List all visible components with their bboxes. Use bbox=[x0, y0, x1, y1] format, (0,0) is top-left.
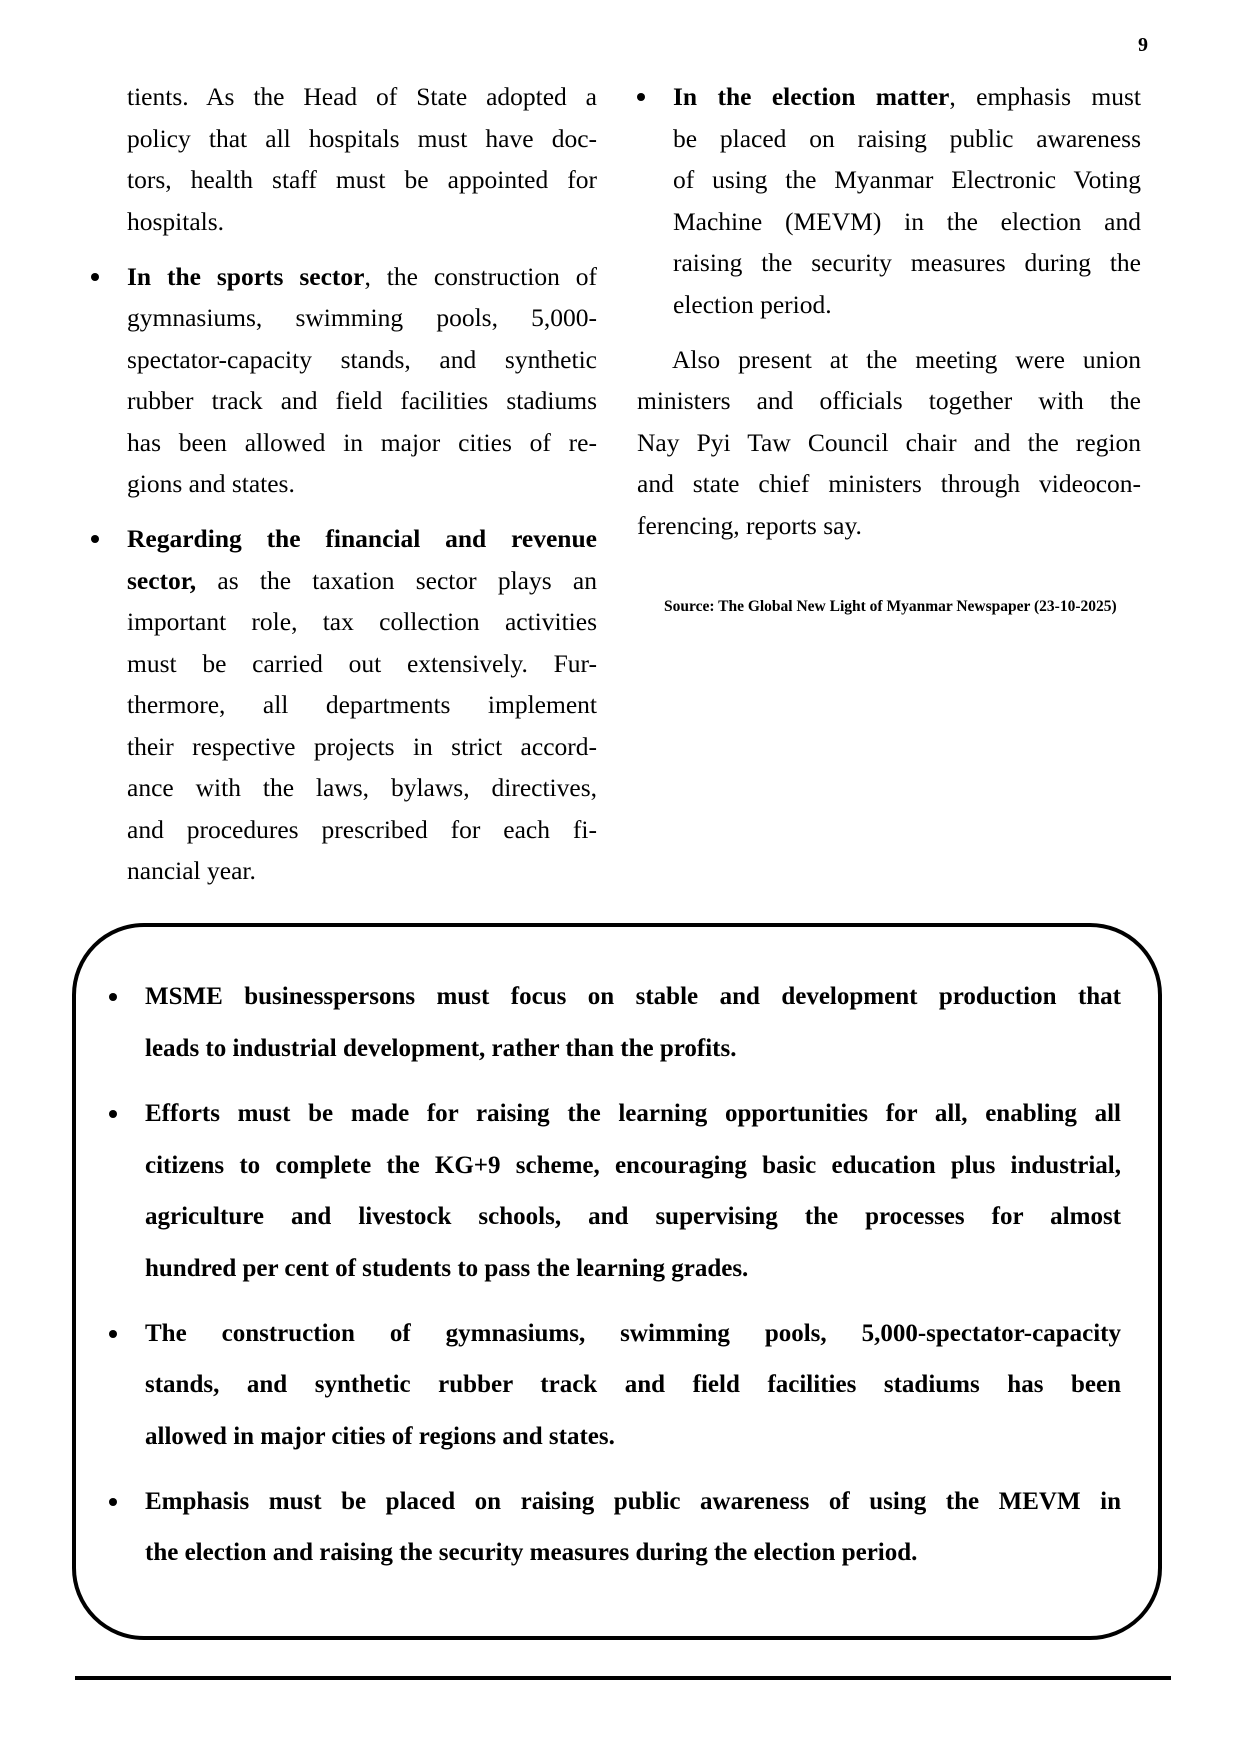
bullet-icon bbox=[109, 1330, 117, 1338]
text-line: spectator-capacity stands, and synthetic bbox=[127, 345, 597, 374]
text-line: has been allowed in major cities of re- bbox=[127, 428, 597, 457]
bold-lead: In the election matter bbox=[673, 82, 950, 111]
text-line: Machine (MEVM) in the election and bbox=[673, 207, 1141, 236]
text-line: citizens to complete the KG+9 scheme, encouraging basic education plus industrial, bbox=[145, 1152, 1121, 1179]
text-line: ance with the laws, bylaws, directives, bbox=[127, 773, 597, 802]
page-number: 9 bbox=[1138, 34, 1148, 56]
text-line: hospitals. bbox=[127, 207, 225, 236]
text-line: and state chief ministers through videocon- bbox=[637, 469, 1141, 498]
text-line: be placed on raising public awareness bbox=[673, 124, 1141, 153]
text-line: MSME businesspersons must focus on stable and development production that bbox=[145, 983, 1121, 1010]
text-line: the election and raising the security measures during the election period. bbox=[145, 1539, 918, 1566]
text-line: Efforts must be made for raising the learning opportunities for all, enabling all bbox=[145, 1100, 1121, 1127]
text-line: Also present at the meeting were union bbox=[672, 345, 1141, 374]
text-run: as the taxation sector plays an bbox=[196, 566, 597, 595]
text-run: , emphasis must bbox=[949, 82, 1141, 111]
text-line: Nay Pyi Taw Council chair and the region bbox=[637, 428, 1141, 457]
bold-lead: sector, bbox=[127, 566, 197, 595]
text-line: agriculture and livestock schools, and supervising the processes for almost bbox=[145, 1203, 1121, 1230]
text-line: The construction of gymnasiums, swimming pools, 5,000-spectator-capacity bbox=[145, 1320, 1121, 1347]
text-run: , the construction of bbox=[364, 262, 598, 291]
text-line: and procedures prescribed for each fi- bbox=[127, 815, 597, 844]
text-line: thermore, all departments implement bbox=[127, 690, 597, 719]
text-line: gions and states. bbox=[127, 469, 295, 498]
text-line: leads to industrial development, rather than the profits. bbox=[145, 1035, 737, 1062]
bullet-icon bbox=[91, 535, 99, 543]
text-line: Emphasis must be placed on raising public awareness of using the MEVM in bbox=[145, 1488, 1121, 1515]
bullet-icon bbox=[109, 1110, 117, 1118]
text-line: important role, tax collection activities bbox=[127, 607, 597, 636]
bullet-icon bbox=[109, 993, 117, 1001]
footer-rule bbox=[75, 1676, 1171, 1680]
bullet-icon bbox=[637, 93, 645, 101]
text-line: tors, health staff must be appointed for bbox=[127, 165, 597, 194]
text-line: must be carried out extensively. Fur- bbox=[127, 649, 597, 678]
text-line: hundred per cent of students to pass the learning grades. bbox=[145, 1255, 749, 1282]
text-line: Regarding the financial and revenue bbox=[127, 524, 597, 553]
source-citation: Source: The Global New Light of Myanmar Newspaper (23-10-2025) bbox=[664, 598, 1117, 615]
text-line: their respective projects in strict accord- bbox=[127, 732, 597, 761]
text-line: ministers and officials together with the bbox=[637, 386, 1141, 415]
bullet-icon bbox=[91, 273, 99, 281]
text-line: tients. As the Head of State adopted a bbox=[127, 82, 597, 111]
text-line: election period. bbox=[673, 290, 832, 319]
bold-lead: In the sports sector bbox=[127, 262, 365, 291]
text-line: stands, and synthetic rubber track and field facilities stadiums has been bbox=[145, 1371, 1121, 1398]
text-line: gymnasiums, swimming pools, 5,000- bbox=[127, 303, 597, 332]
text-line: rubber track and field facilities stadiums bbox=[127, 386, 597, 415]
text-line bbox=[127, 566, 597, 596]
text-line bbox=[127, 262, 597, 292]
text-line bbox=[673, 82, 1141, 112]
text-line: raising the security measures during the bbox=[673, 248, 1141, 277]
text-line: nancial year. bbox=[127, 856, 256, 885]
text-line: ferencing, reports say. bbox=[637, 511, 862, 540]
text-line: of using the Myanmar Electronic Voting bbox=[673, 165, 1141, 194]
bullet-icon bbox=[109, 1498, 117, 1506]
text-line: allowed in major cities of regions and states. bbox=[145, 1423, 615, 1450]
text-line: policy that all hospitals must have doc- bbox=[127, 124, 597, 153]
